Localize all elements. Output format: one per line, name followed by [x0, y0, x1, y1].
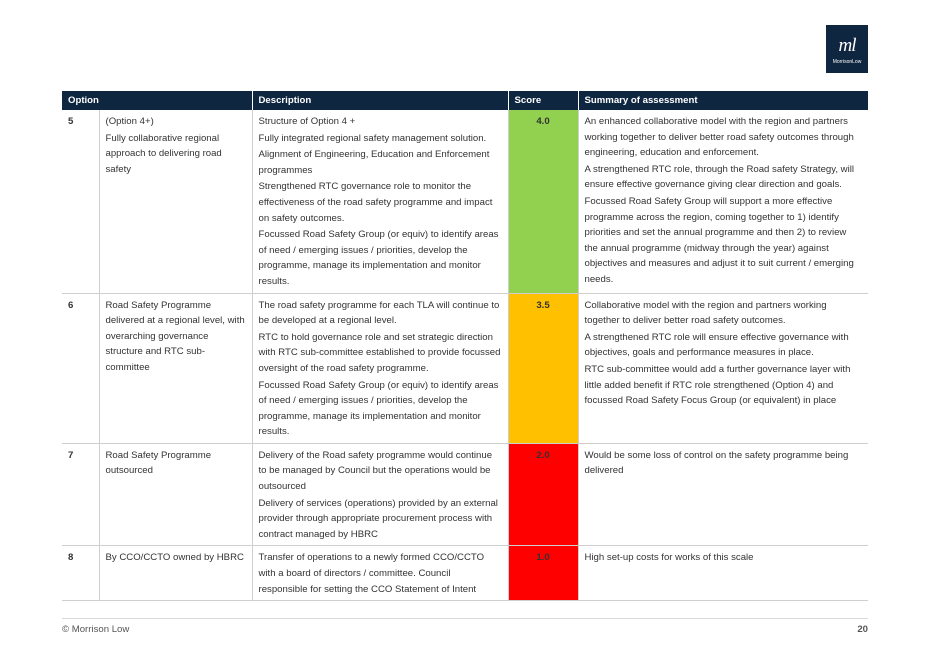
description-text: Alignment of Engineering, Education and Enforcement programmes	[258, 149, 490, 176]
option-cell	[99, 293, 252, 443]
description-cell	[252, 443, 508, 546]
option-cell	[99, 546, 252, 601]
description-text: Strengthened RTC governance role to monitor the effectiveness of the road safety programme and impact on safety outcomes.	[258, 181, 493, 224]
table-row	[62, 443, 868, 546]
footer-divider	[62, 618, 868, 619]
summary-text: Would be some loss of control on the safety programme being delivered	[584, 449, 849, 477]
option-text: (Option 4+)	[105, 116, 154, 127]
row-number: 6	[62, 293, 99, 443]
table-row	[62, 110, 868, 293]
footer-copyright: © Morrison Low	[62, 624, 130, 635]
option-cell	[99, 443, 252, 546]
option-text: Road Safety Programme delivered at a regional level, with overarching governance structure and RTC sub-committee	[105, 299, 245, 373]
description-text: Focussed Road Safety Group (or equiv) to identify areas of need / emerging issues / priorities, develop the programme, manage its implementation and monitor results.	[258, 229, 499, 287]
header-description: Description	[252, 91, 508, 110]
header-summary: Summary of assessment	[578, 91, 868, 110]
summary-text: A strengthened RTC role, through the Road safety Strategy, will ensure effective governance giving clear direction and goals.	[584, 163, 854, 191]
option-cell	[99, 110, 252, 293]
description-text: Focussed Road Safety Group (or equiv) to identify areas of need / emerging issues / priorities, develop the programme, manage its implementation and monitor results.	[258, 379, 499, 438]
description-text: Fully integrated regional safety management solution.	[258, 132, 487, 144]
summary-cell	[578, 293, 868, 443]
option-text: Road Safety Programme outsourced	[105, 449, 212, 477]
description-text: Delivery of the Road safety programme would continue to be managed by Council but the operations would be outsourced	[258, 449, 493, 493]
row-number: 8	[62, 546, 99, 601]
logo-mark: ml	[838, 35, 856, 56]
summary-cell	[578, 443, 868, 546]
option-text: By CCO/CCTO owned by HBRC	[105, 552, 244, 564]
header-option: Option	[62, 91, 252, 110]
morrison-low-logo	[826, 25, 868, 73]
row-number: 5	[62, 110, 99, 293]
description-text: Delivery of services (operations) provided by an external provider through appropriate procurement process with contract managed by HBRC	[258, 497, 498, 540]
summary-cell	[578, 110, 868, 293]
row-number: 7	[62, 443, 99, 546]
table-row	[62, 546, 868, 601]
summary-text: A strengthened RTC role will ensure effective governance with objectives, goals and performance measures in place.	[584, 331, 849, 359]
description-cell	[252, 110, 508, 293]
header-score: Score	[508, 91, 578, 110]
description-text: RTC to hold governance role and set strategic direction with RTC sub-committee established to provide focussed oversight of the road safety programme.	[258, 331, 501, 374]
summary-text: Focussed Road Safety Group will support a more effective programme across the region, coming together to 1) identify priorities and set the annual programme and then 2) to review the annual programme (midway through the year) against objectives and measures and adjust it to suit current / emerging needs.	[584, 195, 854, 285]
summary-text: An enhanced collaborative model with the region and partners working together to deliver better road safety outcomes through engineering, education and enforcement.	[584, 116, 854, 159]
score-cell: 1.0	[508, 546, 578, 601]
option-text: Fully collaborative regional approach to delivering road safety	[105, 132, 222, 175]
page-number: 20	[857, 624, 868, 635]
logo-text: MorrisonLow	[832, 59, 862, 65]
description-text: Transfer of operations to a newly formed CCO/CCTO with a board of directors / committee. Council responsible for setting the CCO Statement of Intent	[258, 552, 485, 595]
description-cell	[252, 293, 508, 443]
description-text: The road safety programme for each TLA will continue to be developed at a regional level.	[258, 299, 500, 327]
summary-cell	[578, 546, 868, 601]
summary-text: RTC sub-committee would add a further governance layer with little added benefit if RTC role strengthened (Option 4) and focussed Road Safety Focus Group (or equivalent) in place	[584, 363, 851, 407]
summary-text: Collaborative model with the region and partners working together to deliver better road safety outcomes.	[584, 299, 827, 327]
table-header-row	[62, 91, 868, 110]
table-row	[62, 293, 868, 443]
description-text: Structure of Option 4 +	[258, 116, 356, 127]
score-cell: 2.0	[508, 443, 578, 546]
summary-text: High set-up costs for works of this scale	[584, 552, 754, 564]
score-cell: 4.0	[508, 110, 578, 293]
score-cell: 3.5	[508, 293, 578, 443]
description-cell	[252, 546, 508, 601]
assessment-table	[62, 91, 868, 601]
